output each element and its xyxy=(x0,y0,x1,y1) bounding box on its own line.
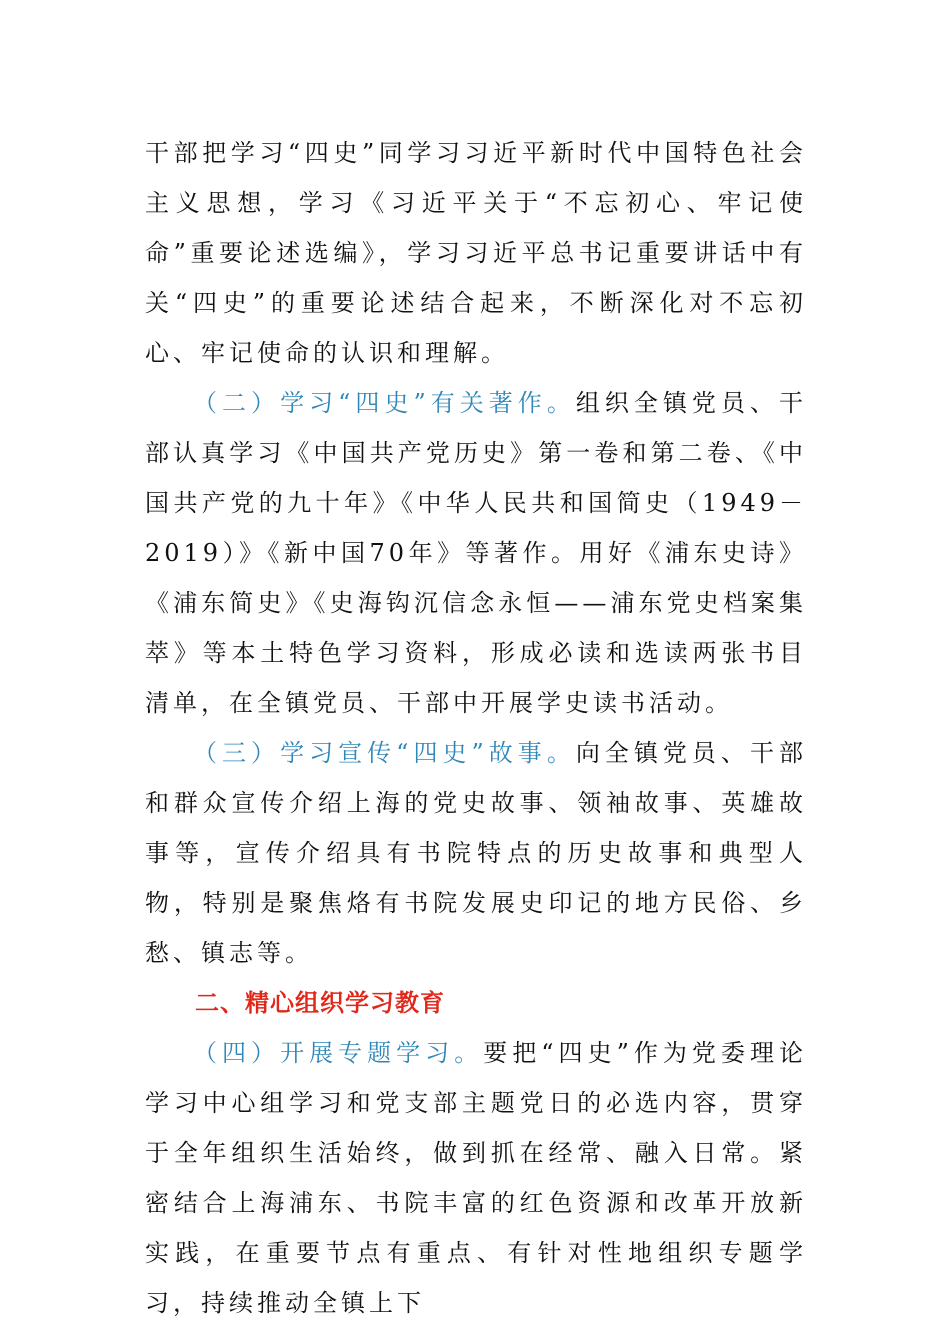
paragraph-text: 组织全镇党员、干部认真学习《中国共产党历史》第一卷和第二卷、《中国共产党的九十年》《中华人民共和国简史（1949－2019）》《新中国70年》等著作。用好《浦东史诗》《浦东简史》《史海钩沉信念永恒——浦东党史档案集萃》等本土特色学习资料，形成必读和选读两张书目清单，在全镇党员、干部中开展学史读书活动。 xyxy=(145,389,807,717)
document-body xyxy=(145,128,807,1328)
subsection-heading: （二）学习“四史”有关著作。 xyxy=(193,389,576,417)
paragraph-stories xyxy=(145,728,807,978)
section-heading: 二、精心组织学习教育 xyxy=(195,989,445,1017)
subsection-heading: （三）学习宣传“四史”故事。 xyxy=(193,739,576,767)
paragraph-text: 向全镇党员、干部和群众宣传介绍上海的党史故事、领袖故事、英雄故事等，宣传介绍具有书院特点的历史故事和典型人物，特别是聚焦烙有书院发展史印记的地方民俗、乡愁、镇志等。 xyxy=(145,739,807,967)
subsection-heading: （四）开展专题学习。 xyxy=(193,1039,484,1067)
paragraph-text: 要把“四史”作为党委理论学习中心组学习和党支部主题党日的必选内容，贯穿于全年组织生活始终，做到抓在经常、融入日常。紧密结合上海浦东、书院丰富的红色资源和改革开放新实践，在重要节点有重点、有针对性地组织专题学习，持续推动全镇上下 xyxy=(145,1039,807,1317)
paragraph-study-works xyxy=(145,378,807,728)
paragraph-topic-study xyxy=(145,1028,807,1328)
paragraph-continuation xyxy=(145,128,807,378)
paragraph-text: 干部把学习“四史”同学习习近平新时代中国特色社会主义思想，学习《习近平关于“不忘初心、牢记使命”重要论述选编》，学习习近平总书记重要讲话中有关“四史”的重要论述结合起来，不断深化对不忘初心、牢记使命的认识和理解。 xyxy=(145,139,807,367)
